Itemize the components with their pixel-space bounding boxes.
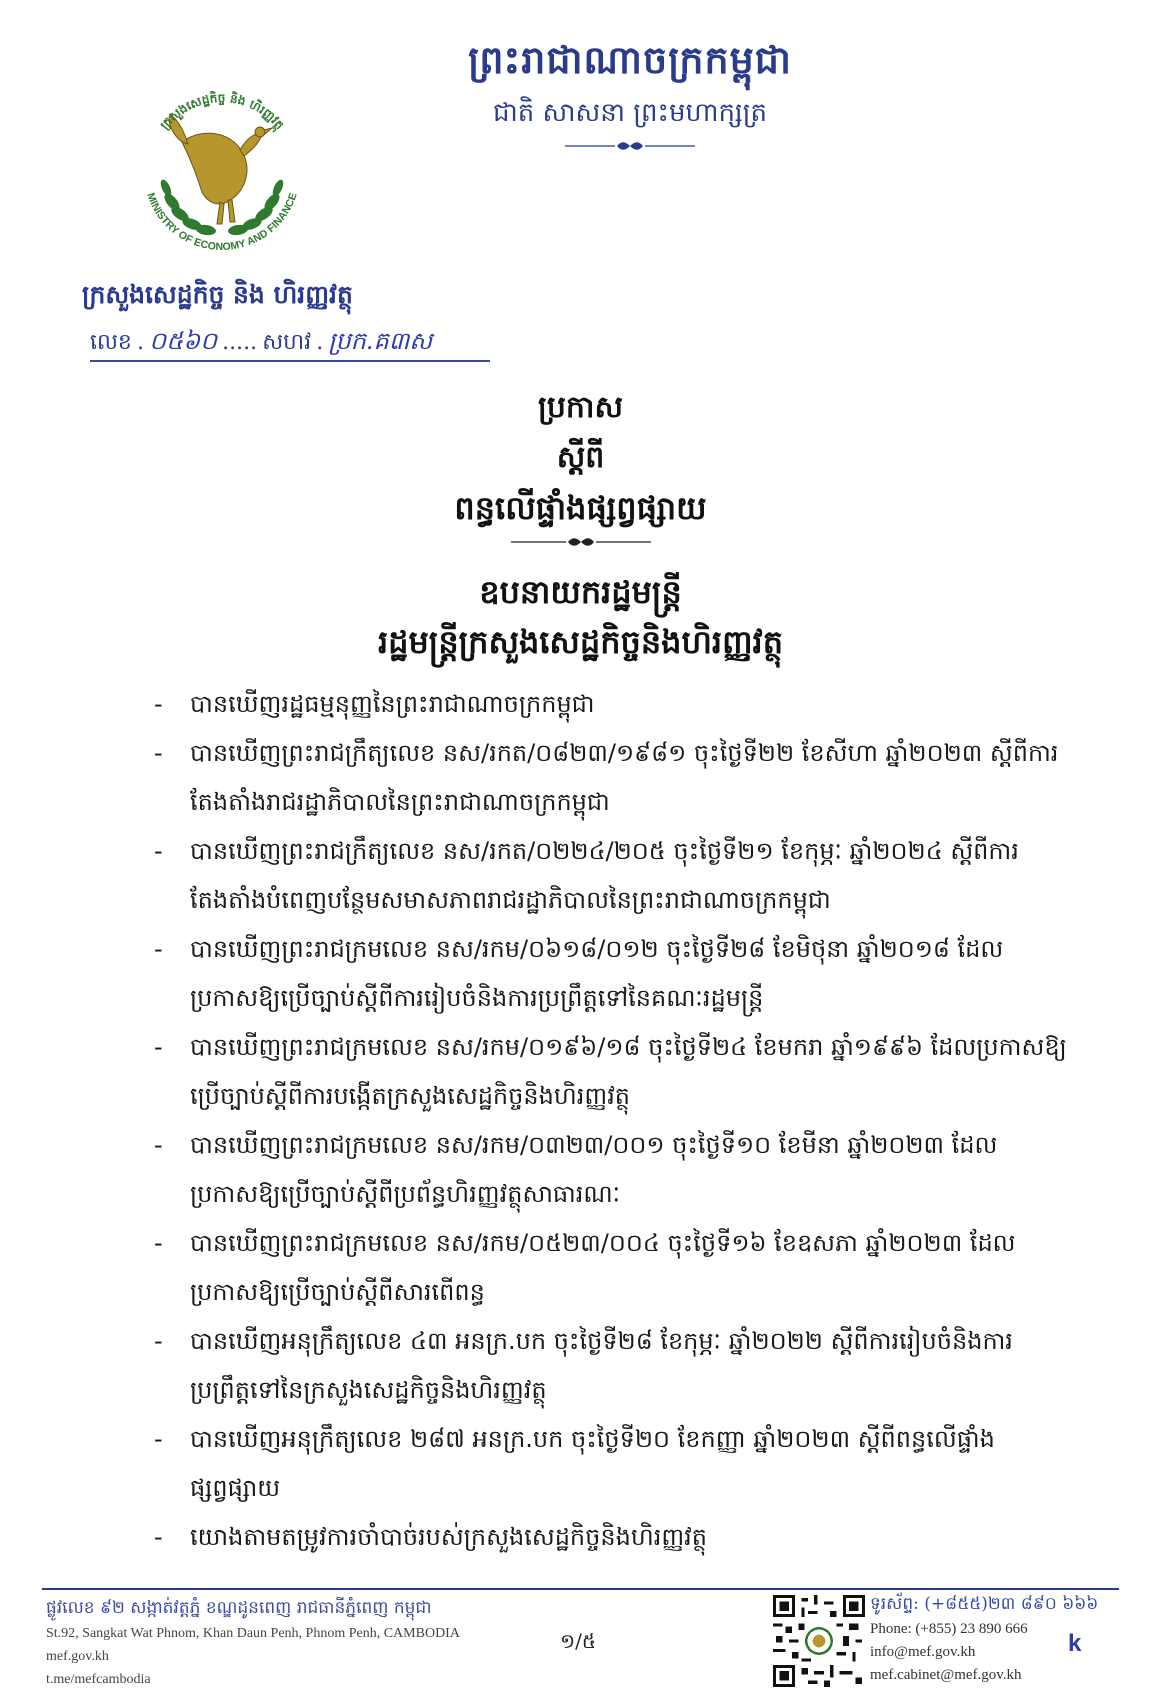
logo-kh-text: ក្រសួងសេដ្ឋកិច្ច និង ហិរញ្ញវត្ថុ [157, 90, 287, 133]
doc-about-label: ស្តីពី [556, 440, 605, 475]
address-en: St.92, Sangkat Wat Phnom, Khan Daun Penh, Phnom Penh, CAMBODIA [46, 1626, 460, 1641]
page-number: ១/៥ [560, 1629, 597, 1653]
reference-number-line: លេខ . ០៥៦០ ..... សហវ . ប្រក.គ៣ស [90, 326, 490, 362]
issuer-title-2: រដ្ឋមន្រ្តីក្រសួងសេដ្ឋកិច្ចនិងហិរញ្ញវត្ថុ [378, 623, 783, 661]
ref-suffix: សហវ [262, 330, 312, 355]
phone-kh: ទូរស័ព្ទ: (+៨៥៥)២៣ ៨៩០ ៦៦៦ [870, 1594, 1099, 1614]
issuer-title-1: ឧបនាយករដ្ឋមន្រ្តី [479, 573, 682, 611]
email-info-link[interactable]: info@mef.gov.kh [870, 1644, 976, 1660]
preamble-list [150, 680, 1070, 1562]
handwritten-mark: k [1068, 1630, 1082, 1657]
ornament-divider-icon [565, 140, 695, 152]
email-cabinet-link[interactable]: mef.cabinet@mef.gov.kh [870, 1667, 1022, 1683]
footer-contact [870, 1593, 1120, 1687]
doc-type-title: ប្រកាស [537, 390, 624, 425]
list-item: - បានឃើញអនុក្រឹត្យលេខ ២៨៧ អនក្រ.បក ចុះថ្ងៃទី២០ ខែកញ្ញា ឆ្នាំ២០២៣ ស្តីពីពន្ធលើផ្ទាំងផ្សព្វផ្សាយ [154, 1425, 995, 1502]
kingdom-header [400, 36, 860, 152]
list-item: - បានឃើញព្រះរាជក្រមលេខ នស/រកម/០៣២៣/០០១ ចុះថ្ងៃទី១០ ខែមីនា ឆ្នាំ២០២៣ ដែលប្រកាសឱ្យប្រើច្បាប់ស្តីពីប្រព័ន្ធហិរញ្ញវត្ថុសាធារណៈ [154, 1131, 998, 1208]
list-item: - បានឃើញរដ្ឋធម្មនុញ្ញនៃព្រះរាជាណាចក្រកម្ពុជា [154, 690, 595, 718]
phone-en[interactable]: Phone: (+855) 23 890 666 [870, 1621, 1028, 1637]
footer-divider [42, 1588, 1119, 1590]
list-item: - បានឃើញព្រះរាជក្រមលេខ នស/រកម/០១៩៦/១៨ ចុះថ្ងៃទី២៤ ខែមករា ឆ្នាំ១៩៩៦ ដែលប្រកាសឱ្យប្រើច្បាប់ស្តីពីការបង្កើតក្រសួងសេដ្ឋកិច្ចនិងហិរញ្ញវត្ថុ [154, 1033, 1067, 1110]
ref-number: ០៥៦០ [149, 327, 218, 355]
qr-code-icon[interactable] [773, 1595, 865, 1687]
doc-subject-title: ពន្ធលើផ្ទាំងផ្សព្វផ្សាយ [454, 489, 707, 527]
ornament-divider-icon [511, 536, 651, 548]
ministry-name: ក្រសួងសេដ្ឋកិច្ច និង ហិរញ្ញវត្ថុ [82, 280, 353, 309]
list-item: - បានឃើញព្រះរាជក្រមលេខ នស/រកម/០៦១៨/០១២ ចុះថ្ងៃទី២៨ ខែមិថុនា ឆ្នាំ២០១៨ ដែលប្រកាសឱ្យប្រើច្បាប់ស្តីពីការរៀបចំនិងការប្រព្រឹត្តទៅនៃគណៈរដ្ឋមន្ត្រី [154, 935, 1004, 1012]
list-item: - យោងតាមតម្រូវការចាំបាច់របស់ក្រសួងសេដ្ឋកិច្ចនិងហិរញ្ញវត្ថុ [154, 1523, 708, 1551]
list-item: - បានឃើញព្រះរាជក្រមលេខ នស/រកម/០៥២៣/០០៤ ចុះថ្ងៃទី១៦ ខែឧសភា ឆ្នាំ២០២៣ ដែលប្រកាសឱ្យប្រើច្បាប់ស្តីពីសារពើពន្ធ [154, 1229, 1016, 1306]
kingdom-title: ព្រះរាជាណាចក្រកម្ពុជា [468, 37, 792, 82]
telegram-link[interactable]: t.me/mefcambodia [46, 1672, 151, 1687]
address-kh: ផ្លូវលេខ ៩២ សង្កាត់វត្តភ្នំ ខណ្ឌដូនពេញ រាជធានីភ្នំពេញ កម្ពុជា [46, 1598, 432, 1618]
ref-handwritten: ប្រក.គ៣ស [328, 327, 433, 355]
list-item: - បានឃើញព្រះរាជក្រឹត្យលេខ នស/រកត/០២២៤/២០៥ ចុះថ្ងៃទី២១ ខែកុម្ភៈ ឆ្នាំ២០២៤ ស្តីពីការតែងតាំងបំពេញបន្ថែមសមាសភាពរាជរដ្ឋាភិបាលនៃព្រះរាជាណាចក្រកម្ពុជា [154, 837, 1019, 914]
website-link[interactable]: mef.gov.kh [46, 1649, 109, 1664]
logo-en-text: MINISTRY OF ECONOMY AND FINANCE [144, 191, 300, 254]
ministry-logo-icon [122, 72, 322, 272]
ref-label: លេខ [90, 330, 132, 355]
footer-address [46, 1597, 526, 1691]
national-motto: ជាតិ សាសនា ព្រះមហាក្សត្រ [493, 98, 767, 128]
list-item: - បានឃើញអនុក្រឹត្យលេខ ៤៣ អនក្រ.បក ចុះថ្ងៃទី២៨ ខែកុម្ភៈ ឆ្នាំ២០២២ ស្តីពីការរៀបចំនិងការប្រព្រឹត្តទៅនៃក្រសួងសេដ្ឋកិច្ចនិងហិរញ្ញវត្ថុ [154, 1327, 1013, 1404]
list-item: - បានឃើញព្រះរាជក្រឹត្យលេខ នស/រកត/០៨២៣/១៩៨១ ចុះថ្ងៃទី២២ ខែសីហា ឆ្នាំ២០២៣ ស្តីពីការតែងតាំងរាជរដ្ឋាភិបាលនៃព្រះរាជាណាចក្រកម្ពុជា [154, 739, 1059, 816]
